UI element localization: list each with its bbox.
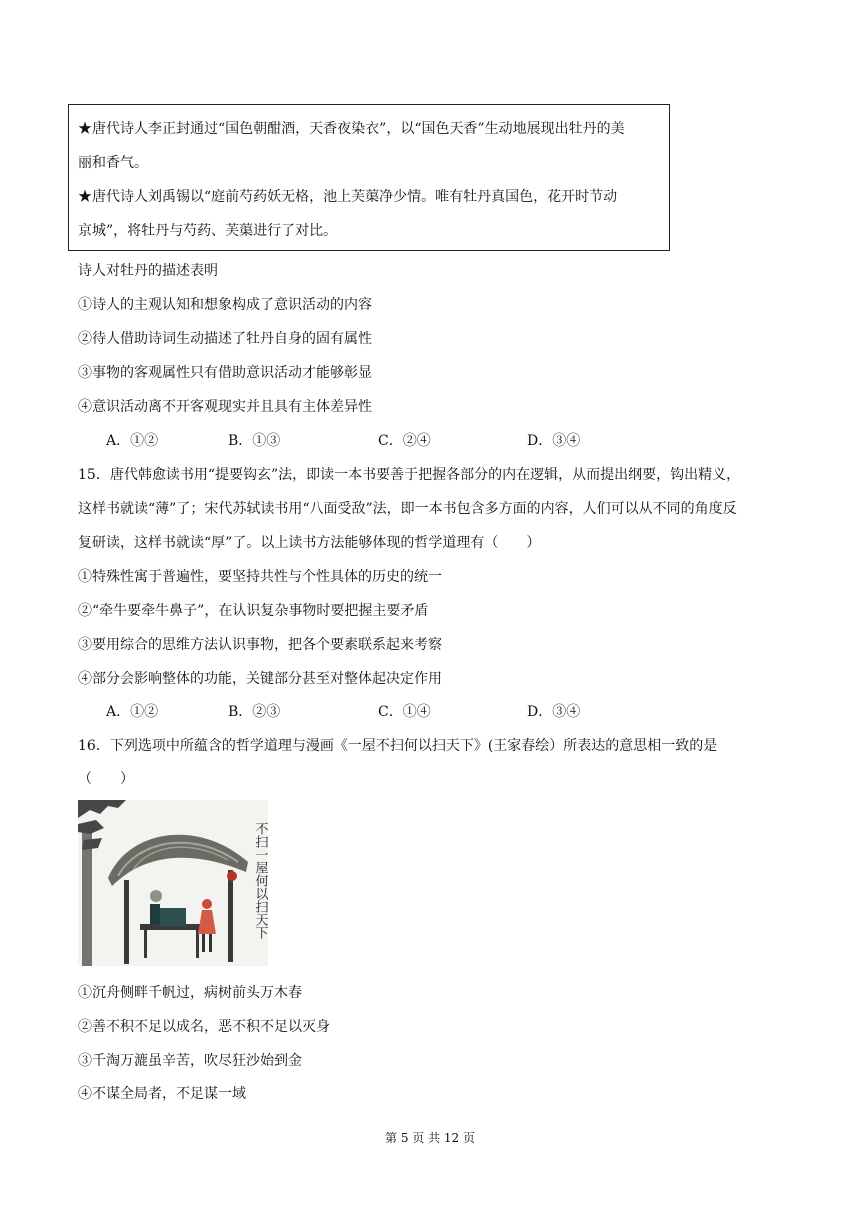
quote-line-3: ★唐代诗人刘禹锡以“庭前芍药妖无格，池上芙蕖净少情。唯有牡丹真国色，花开时节动 [78, 189, 618, 205]
q14-option-c[interactable]: C．②④ [378, 433, 431, 449]
q15-option-b[interactable]: B．②③ [228, 704, 281, 720]
q16-item-4: ④不谋全局者，不足谋一域 [78, 1086, 246, 1102]
quote-line-2: 丽和香气。 [78, 155, 148, 171]
q16-stem-line-2: （ ） [78, 771, 134, 787]
q14-item-3: ③事物的客观属性只有借助意识活动才能够彰显 [78, 365, 372, 381]
quote-line-1: ★唐代诗人李正封通过“国色朝酣酒，天香夜染衣”，以“国色天香”生动地展现出牡丹的美 [78, 121, 625, 137]
q15-item-2: ②“牵牛要牵牛鼻子”，在认识复杂事物时要把握主要矛盾 [78, 603, 429, 619]
page-footer: 第 5 页 共 12 页 [385, 1131, 475, 1145]
q14-item-2: ②待人借助诗词生动描述了牡丹自身的固有属性 [78, 331, 372, 347]
q16-item-1: ①沉舟侧畔千帆过，病树前头万木春 [78, 985, 302, 1001]
cartoon-caption: 不扫一屋何以扫天下 [252, 822, 268, 939]
q15-option-a[interactable]: A．①② [106, 704, 159, 720]
q15-stem-line-3: 复研读，这样书就读“厚”了。以上读书方法能够体现的哲学道理有（ ） [78, 535, 541, 551]
q14-item-4: ④意识活动离不开客观现实并且具有主体差异性 [78, 399, 372, 415]
q14-option-a[interactable]: A．①② [106, 433, 159, 449]
cartoon-illustration [78, 800, 268, 966]
q14-option-b[interactable]: B．①③ [228, 433, 281, 449]
cartoon-image [78, 800, 268, 966]
q15-stem-line-2: 这样书就读“薄”了；宋代苏轼读书用“八面受敌”法，即一本书包含多方面的内容，人们可以从不同的角度反 [78, 501, 737, 517]
q15-option-c[interactable]: C．①④ [378, 704, 431, 720]
q15-item-1: ①特殊性寓于普遍性，要坚持共性与个性具体的历史的统一 [78, 569, 442, 585]
q16-item-2: ②善不积不足以成名，恶不积不足以灭身 [78, 1019, 330, 1035]
q15-stem-line-1: 15．唐代韩愈读书用“提要钩玄”法，即读一本书要善于把握各部分的内在逻辑，从而提出纲要，钩出精义， [78, 467, 741, 483]
q14-option-d[interactable]: D．③④ [527, 433, 581, 449]
q16-item-3: ③千淘万漉虽辛苦，吹尽狂沙始到金 [78, 1053, 302, 1069]
q15-item-3: ③要用综合的思维方法认识事物，把各个要素联系起来考察 [78, 637, 442, 653]
quote-line-4: 京城”，将牡丹与芍药、芙蕖进行了对比。 [78, 223, 338, 239]
q14-stem: 诗人对牡丹的描述表明 [78, 263, 218, 279]
q15-item-4: ④部分会影响整体的功能，关键部分甚至对整体起决定作用 [78, 671, 442, 687]
q15-option-d[interactable]: D．③④ [527, 704, 581, 720]
q16-stem-line-1: 16．下列选项中所蕴含的哲学道理与漫画《一屋不扫何以扫天下》(王家春绘）所表达的意思相一致的是 [78, 738, 718, 754]
q14-item-1: ①诗人的主观认知和想象构成了意识活动的内容 [78, 297, 372, 313]
